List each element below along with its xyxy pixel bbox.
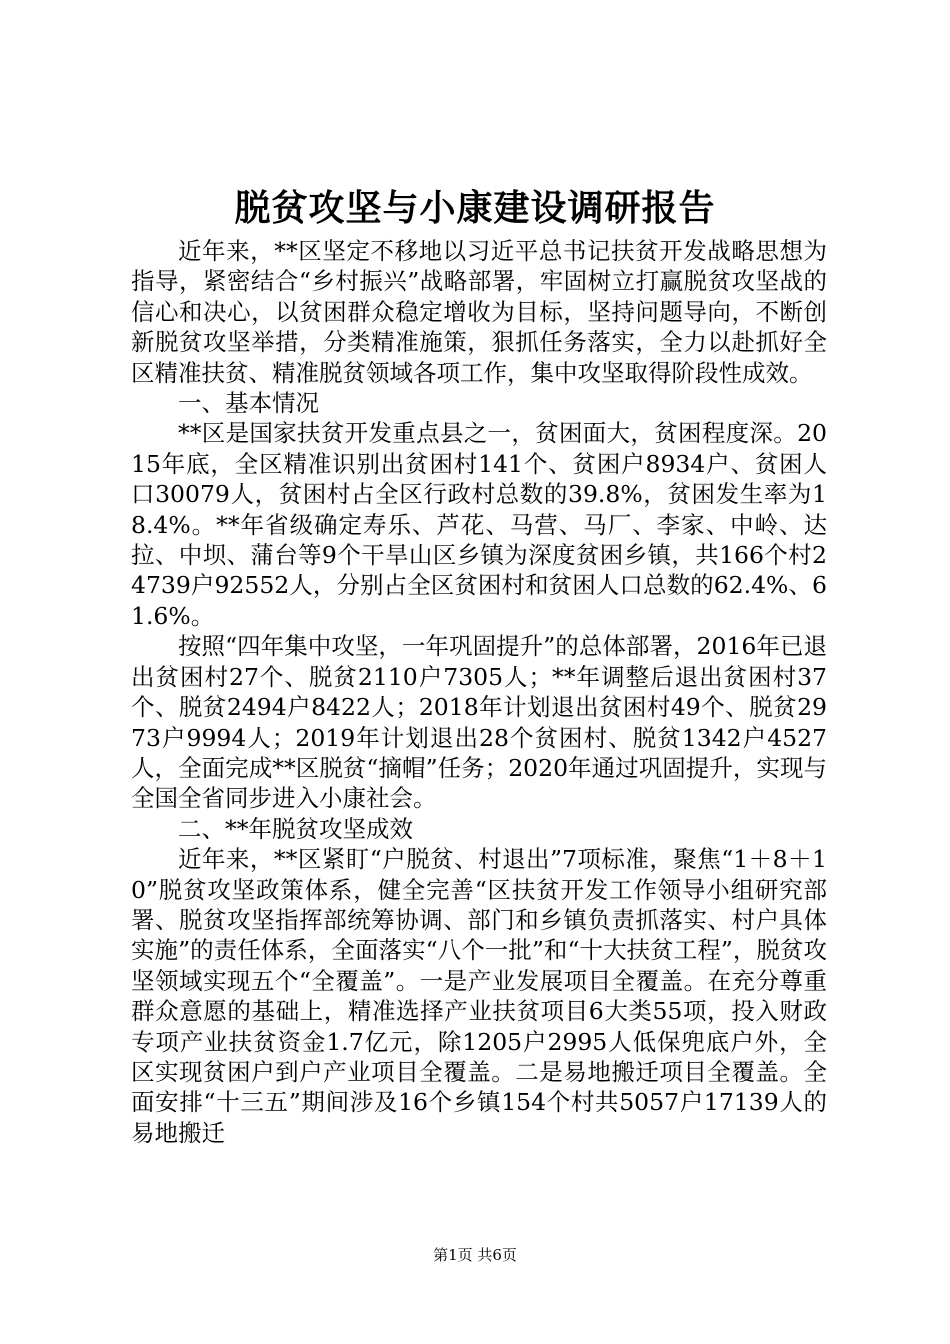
section-heading-basic-situation: 一、基本情况	[178, 389, 319, 418]
page-title: 脱贫攻坚与小康建设调研报告	[234, 187, 716, 229]
intro-paragraph: 近年来，**区坚定不移地以习近平总书记扶贫开发战略思想为指导，紧密结合“乡村振兴”战略部署，牢固树立打赢脱贫攻坚战的信心和决心，以贫困群众稳定增收为目标，坚持问题导向，不断创新脱贫攻坚举措，分类精准施策，狠抓任务落实，全力以赴抓好全区精准扶贫、精准脱贫领域各项工作，集中攻坚取得阶段性成效。	[131, 237, 827, 387]
paragraph-basic-situation-2: 按照“四年集中攻坚，一年巩固提升”的总体部署，2016年已退出贫困村27个、脱贫2110户7305人；**年调整后退出贫困村37个、脱贫2494户8422人；2018年计划退出贫困村49个、脱贫2973户9994人；2019年计划退出28个贫困村、脱贫1342户4527人，全面完成**区脱贫“摘帽”任务；2020年通过巩固提升，实现与全国全省同步进入小康社会。	[131, 632, 827, 813]
paragraph-basic-situation-1: **区是国家扶贫开发重点县之一，贫困面大，贫困程度深。2015年底，全区精准识别出贫困村141个、贫困户8934户、贫困人口30079人，贫困村占全区行政村总数的39.8%，贫困发生率为18.4%。**年省级确定寿乐、芦花、马营、马厂、李家、中岭、达拉、中坝、蒲台等9个干旱山区乡镇为深度贫困乡镇，共166个村24739户92552人，分别占全区贫困村和贫困人口总数的62.4%、61.6%。	[131, 419, 827, 630]
paragraph-achievements-1: 近年来，**区紧盯“户脱贫、村退出”7项标准，聚焦“1＋8＋10”脱贫攻坚政策体系，健全完善“区扶贫开发工作领导小组研究部署、脱贫攻坚指挥部统筹协调、部门和乡镇负责抓落实、村户具体实施”的责任体系，全面落实“八个一批”和“十大扶贫工程”，脱贫攻坚领域实现五个“全覆盖”。一是产业发展项目全覆盖。在充分尊重群众意愿的基础上，精准选择产业扶贫项目6大类55项，投入财政专项产业扶贫资金1.7亿元，除1205户2995人低保兜底户外，全区实现贫困户到户产业项目全覆盖。二是易地搬迁项目全覆盖。全面安排“十三五”期间涉及16个乡镇154个村共5057户17139人的易地搬迁	[131, 845, 827, 1147]
page-number-footer: 第1页 共6页	[433, 1246, 517, 1264]
section-heading-achievements: 二、**年脱贫攻坚成效	[178, 814, 413, 843]
document-body	[131, 236, 827, 1148]
